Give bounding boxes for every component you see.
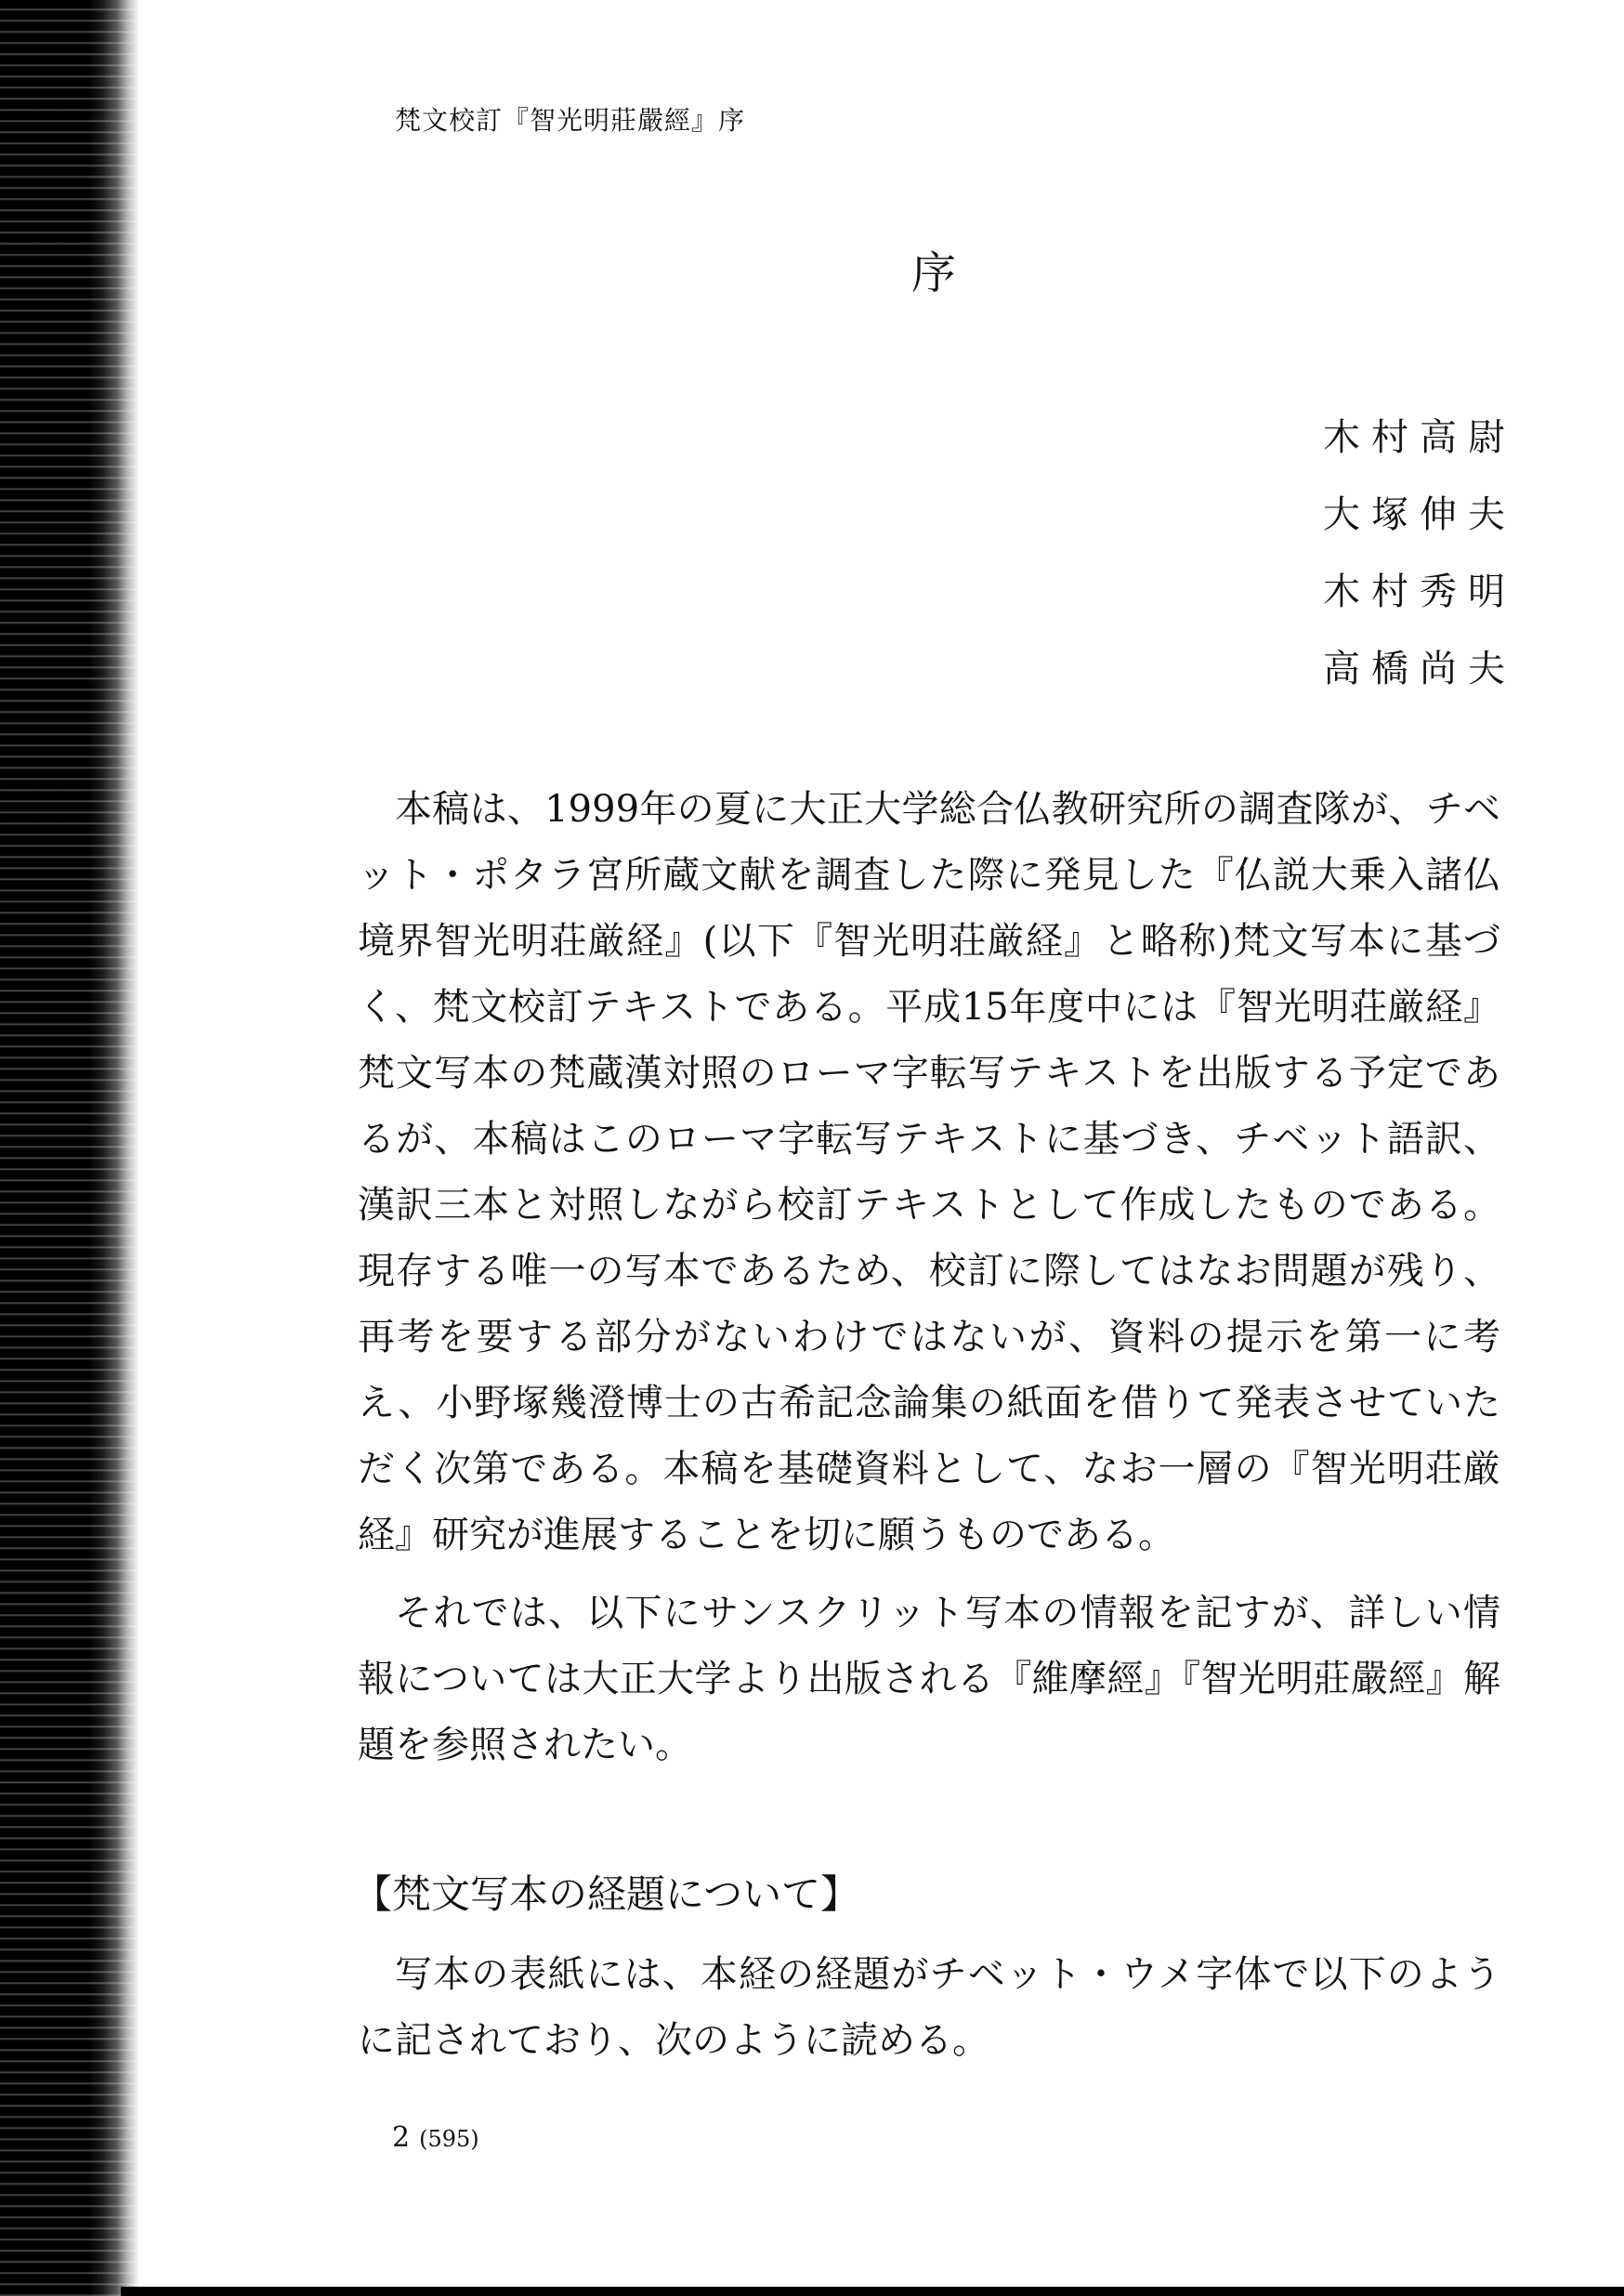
page-bottom-edge: [121, 2287, 1624, 2296]
page-number-value: 2: [392, 2121, 411, 2154]
author-list: [1323, 400, 1516, 708]
running-head: 梵文校訂『智光明莊嚴經』序: [395, 105, 746, 136]
original-page-number: (595): [419, 2126, 479, 2152]
author-name: 木村高尉: [1323, 416, 1516, 459]
author-name: 高橋尚夫: [1323, 648, 1516, 690]
section-paragraph: 写本の表紙には、本経の経題がチベット・ウメ字体で以下のように記されており、次のように読める。: [358, 1953, 1500, 2062]
author-name: 木村秀明: [1323, 571, 1516, 613]
intro-paragraph: 本稿は、1999年の夏に大正大学総合仏教研究所の調査隊が、チベット・ポタラ宮所蔵文献を調査した際に発見した『仏説大乗入諸仏境界智光明荘厳経』(以下『智光明荘厳経』と略称)梵文写本に基づく、梵文校訂テキストである。平成15年度中には『智光明荘厳経』梵文写本の梵蔵漢対照のローマ字転写テキストを出版する予定であるが、本稿はこのローマ字転写テキストに基づき、チベット語訳、漢訳三本と対照しながら校訂テキストとして作成したものである。現存する唯一の写本であるため、校訂に際してはなお問題が残り、再考を要する部分がないわけではないが、資料の提示を第一に考え、小野塚幾澄博士の古希記念論集の紙面を借りて発表させていただく次第である。本稿を基礎資料として、なお一層の『智光明荘厳経』研究が進展することを切に願うものである。: [358, 788, 1500, 1556]
page-number: [392, 2121, 479, 2154]
page-title: 序: [910, 247, 956, 299]
binding-shadow: [0, 0, 139, 2296]
reference-paragraph: それでは、以下にサンスクリット写本の情報を記すが、詳しい情報については大正大学より出版される『維摩經』『智光明莊嚴經』解題を参照されたい。: [358, 1592, 1500, 1766]
author-name: 大塚伸夫: [1323, 493, 1516, 536]
section-heading: 【梵文写本の経題について】: [353, 1871, 860, 1917]
